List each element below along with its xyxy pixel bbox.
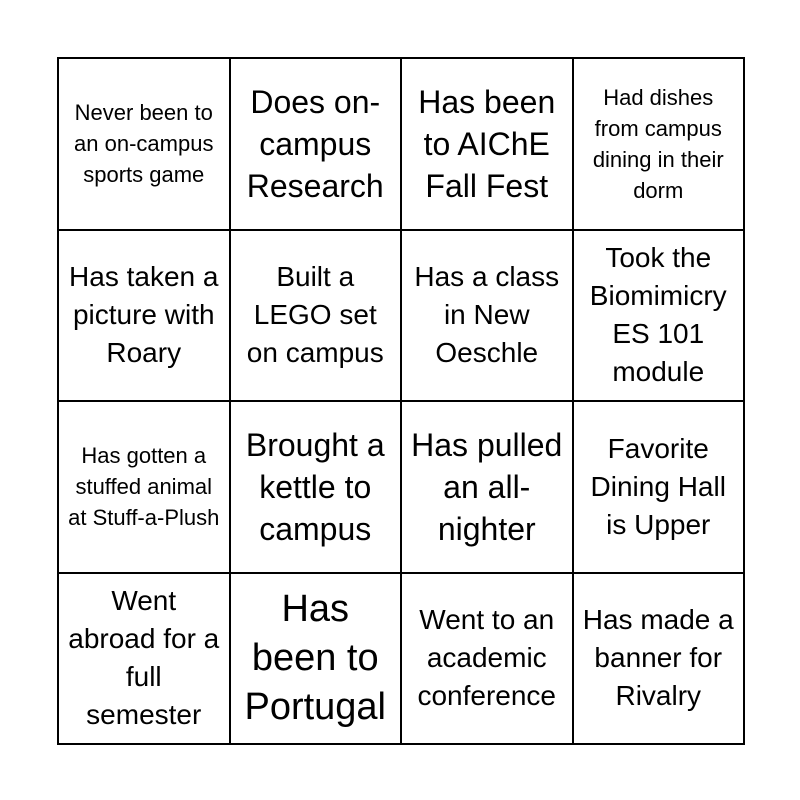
- bingo-cell-text: Favorite Dining Hall is Upper: [590, 432, 726, 540]
- bingo-board: [57, 57, 745, 745]
- bingo-cell[interactable]: [401, 573, 573, 745]
- bingo-cell[interactable]: [401, 230, 573, 402]
- bingo-cell[interactable]: [58, 230, 230, 402]
- bingo-cell[interactable]: [58, 573, 230, 745]
- bingo-cell[interactable]: [58, 58, 230, 230]
- bingo-cell[interactable]: [58, 401, 230, 573]
- bingo-cell[interactable]: [230, 230, 402, 402]
- bingo-cell[interactable]: [230, 401, 402, 573]
- bingo-cell[interactable]: [573, 58, 745, 230]
- bingo-cell-text: Brought a kettle to campus: [245, 426, 385, 547]
- bingo-cell-text: Went to an academic conference: [417, 604, 557, 712]
- bingo-row: [58, 573, 744, 745]
- bingo-cell-text: Has taken a picture with Roary: [69, 261, 219, 369]
- bingo-cell-text: Has a class in New Oeschle: [414, 261, 560, 369]
- bingo-cell-text: Has pulled an all-nighter: [411, 426, 563, 547]
- bingo-cell-text: Has gotten a stuffed animal at Stuff-a-Plush: [68, 443, 220, 531]
- bingo-row: [58, 58, 744, 230]
- bingo-cell-text: Went abroad for a full semester: [68, 585, 220, 731]
- bingo-cell[interactable]: [401, 401, 573, 573]
- bingo-cell[interactable]: [573, 573, 745, 745]
- bingo-cell[interactable]: [573, 401, 745, 573]
- bingo-cell[interactable]: [401, 58, 573, 230]
- bingo-cell-text: Has made a banner for Rivalry: [582, 604, 734, 712]
- bingo-cell-text: Built a LEGO set on campus: [246, 261, 384, 369]
- bingo-cell-text: Took the Biomimicry ES 101 module: [589, 242, 727, 388]
- bingo-cell[interactable]: [573, 230, 745, 402]
- bingo-cell-text: Has been to Portugal: [244, 587, 387, 728]
- bingo-cell-text: Does on-campus Research: [246, 83, 384, 204]
- bingo-row: [58, 401, 744, 573]
- bingo-cell-text: Never been to an on-campus sports game: [74, 100, 214, 188]
- bingo-row: [58, 230, 744, 402]
- bingo-cell-text: Had dishes from campus dining in their dorm: [592, 84, 724, 203]
- bingo-cell[interactable]: [230, 573, 402, 745]
- bingo-cell[interactable]: [230, 58, 402, 230]
- bingo-cell-text: Has been to AIChE Fall Fest: [418, 83, 556, 204]
